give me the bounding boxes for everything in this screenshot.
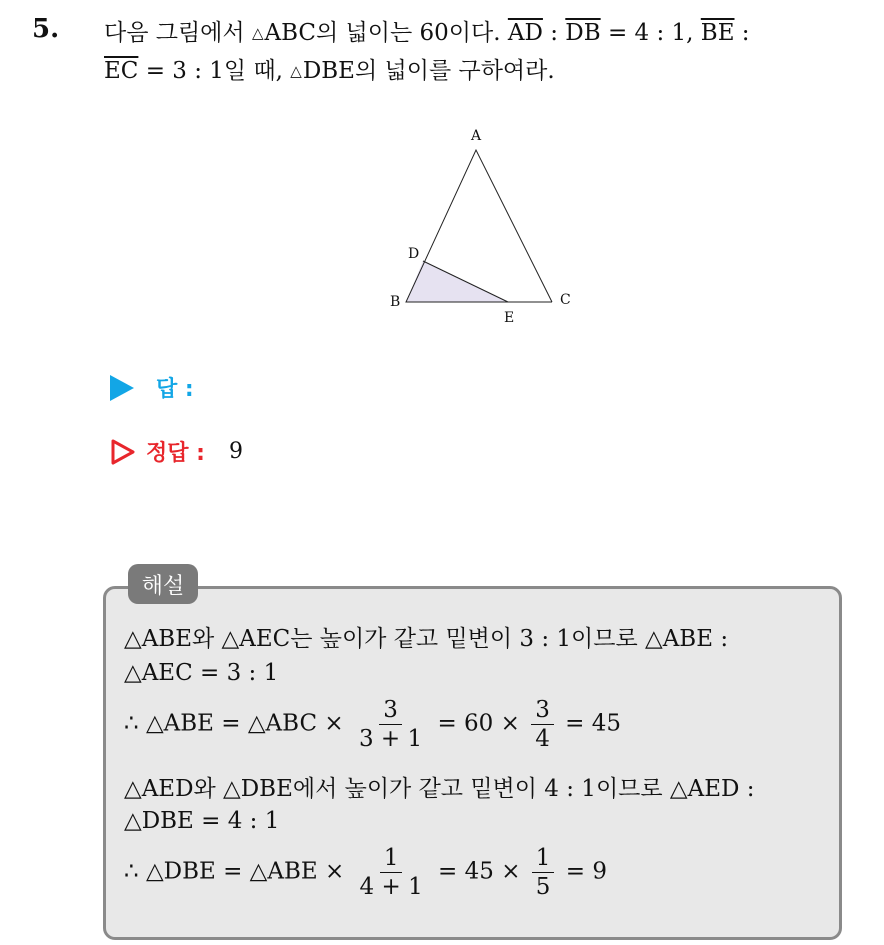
q-text-1: 다음 그림에서	[104, 20, 252, 46]
correct-answer-row	[110, 436, 243, 467]
frac-num: 1	[532, 844, 555, 873]
q-text-6: = 3 : 1일 때,	[138, 58, 291, 84]
q-text-5: :	[734, 20, 750, 46]
fraction-3-over-3plus1	[355, 696, 426, 753]
shaded-triangle-dbe	[406, 261, 508, 302]
correct-answer-value: 9	[228, 439, 243, 464]
fraction-1-over-5	[532, 844, 555, 901]
frac-num: 3	[379, 696, 402, 725]
correct-answer-label: 정답 :	[146, 441, 205, 466]
triangle-figure	[380, 120, 580, 330]
solution-line-2: △AEC = 3 : 1	[124, 660, 279, 686]
segment-be: $\overline{BE}$	[700, 20, 735, 46]
solution-line-3	[124, 696, 621, 753]
sol6-mid: = 45 ×	[438, 858, 521, 885]
question-text	[104, 14, 864, 90]
solution-line-5: △DBE = 4 : 1	[124, 808, 280, 834]
sol6-pre: ∴ △DBE = △ABE ×	[124, 858, 345, 885]
label-a: A	[471, 128, 482, 144]
fraction-3-over-4	[531, 696, 554, 753]
solution-line-4: △AED와 △DBE에서 높이가 같고 밑변이 4 : 1이므로 △AED :	[124, 776, 755, 802]
frac-num: 1	[380, 844, 403, 873]
frac-den: 5	[535, 874, 551, 900]
sol3-pre: ∴ △ABE = △ABC ×	[124, 710, 344, 737]
segment-db: $\overline{DB}$	[565, 20, 601, 46]
solution-tag: 해설	[128, 564, 198, 604]
label-e: E	[504, 310, 515, 326]
q-abc: ABC	[264, 20, 317, 46]
frac-den: 3 + 1	[358, 726, 423, 752]
solution-line-1: △ABE와 △AEC는 높이가 같고 밑변이 3 : 1이므로 △ABE :	[124, 626, 729, 652]
triangle-icon: △	[251, 24, 264, 42]
question-number: 5.	[32, 14, 60, 44]
q-dbe: DBE	[302, 58, 355, 84]
sol3-mid: = 60 ×	[437, 710, 520, 737]
frac-den: 4 + 1	[359, 874, 423, 900]
frac-den: 4	[535, 726, 550, 752]
play-outline-icon	[110, 438, 136, 466]
solution-line-6	[124, 844, 607, 901]
q-text-4: = 4 : 1,	[600, 20, 701, 46]
fraction-1-over-4plus1	[356, 844, 427, 901]
segment-ad: $\overline{AD}$	[507, 20, 543, 46]
triangle-icon-2: △	[290, 62, 302, 80]
label-d: D	[408, 246, 420, 262]
sol6-post: = 9	[565, 858, 607, 885]
answer-label: 답 :	[156, 377, 194, 402]
label-c: C	[560, 292, 571, 308]
segment-ec: $\overline{EC}$	[104, 58, 139, 84]
q-text-3: :	[542, 20, 566, 46]
q-text-2: 의 넓이는 60이다.	[316, 20, 508, 46]
label-b: B	[390, 294, 401, 310]
q-text-7: 의 넓이를 구하여라.	[354, 58, 555, 84]
sol3-post: = 45	[565, 710, 621, 737]
play-icon	[110, 375, 134, 401]
answer-row	[110, 372, 194, 403]
frac-num: 3	[531, 696, 554, 725]
